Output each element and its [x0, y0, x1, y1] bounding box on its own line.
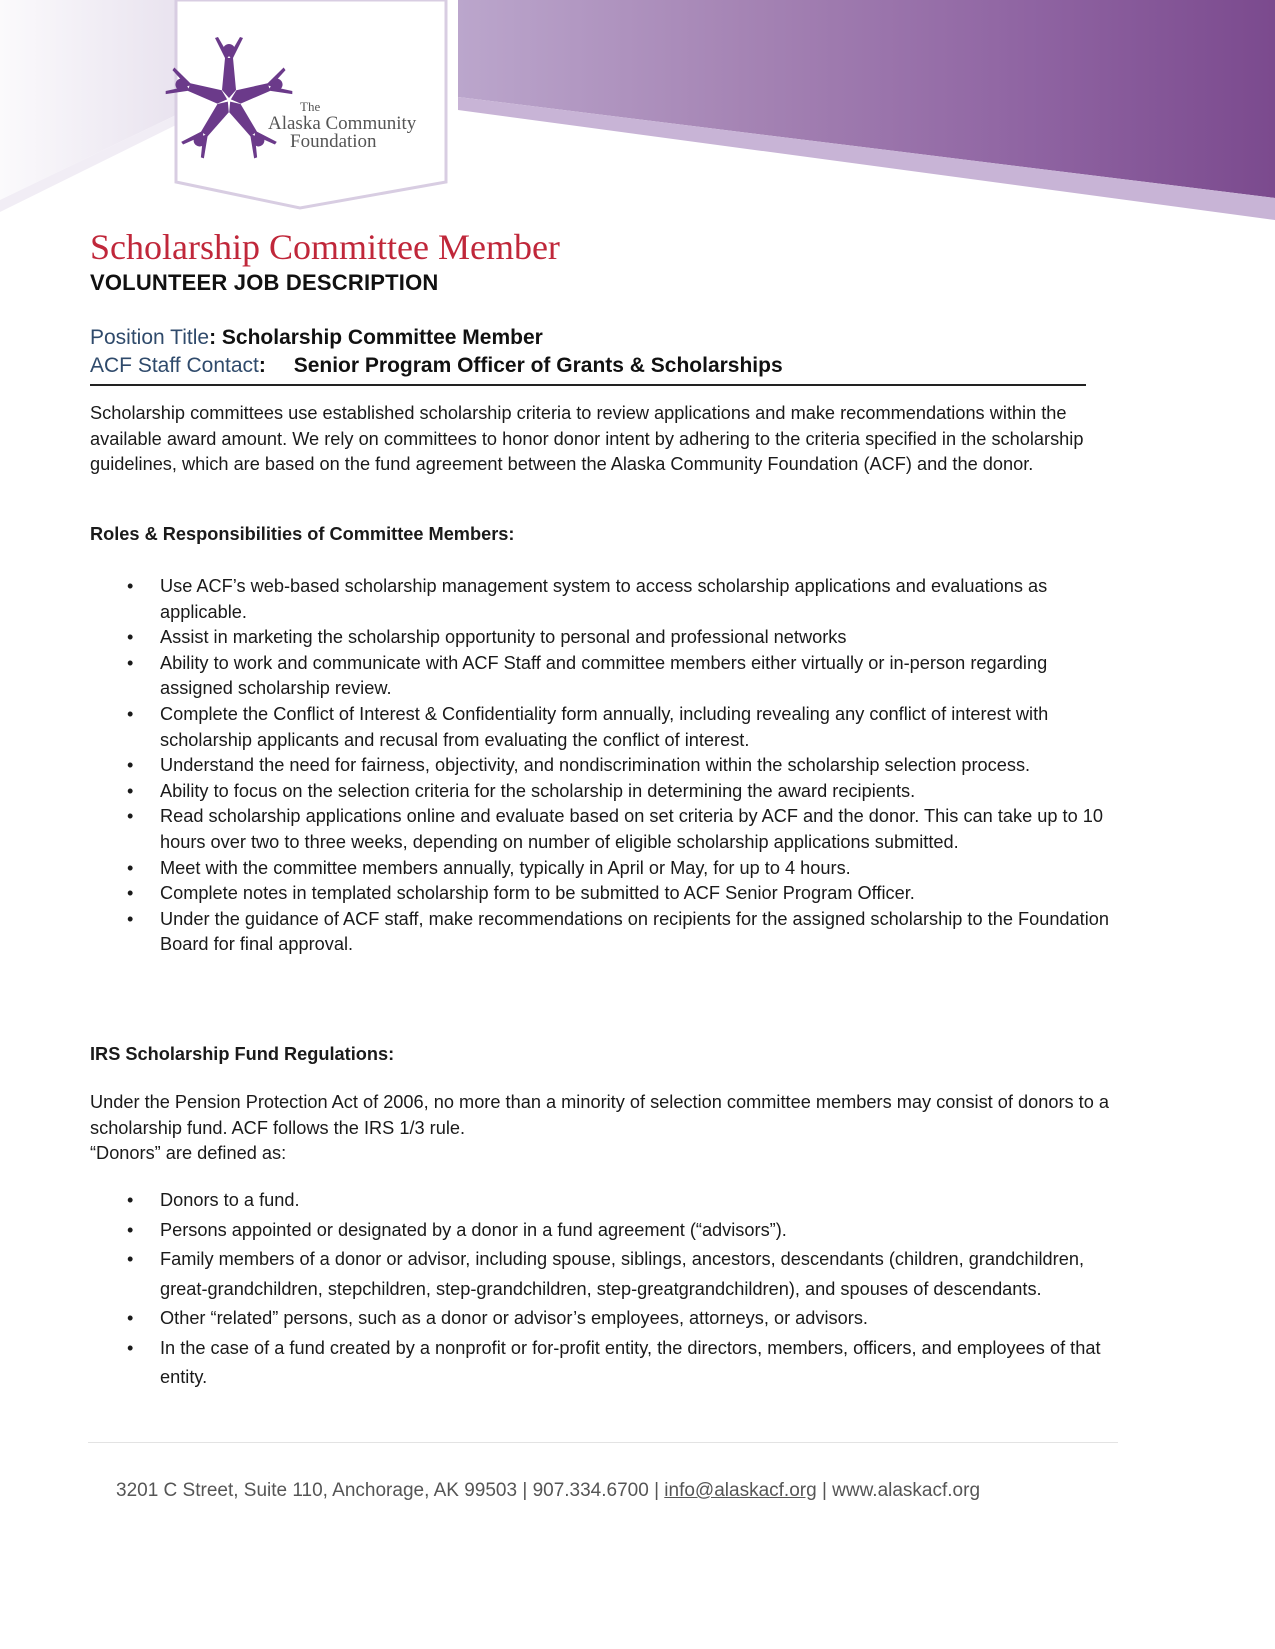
donors-intro: “Donors” are defined as:	[90, 1143, 287, 1164]
position-title-value: Scholarship Committee Member	[221, 326, 543, 349]
bullet-icon: •	[127, 703, 134, 724]
position-title-label: Position Title	[90, 326, 210, 349]
irs-heading: IRS Scholarship Fund Regulations:	[90, 1044, 395, 1064]
header-divider	[90, 384, 1086, 386]
page-subtitle: VOLUNTEER JOB DESCRIPTION	[90, 270, 439, 295]
list-item: • Complete notes in templated scholarship form to be submitted to ACF Senior Program Officer.	[90, 881, 1120, 907]
list-item: • In the case of a fund created by a nonprofit or for-profit entity, the directors, members, officers, and employees of that entity.	[90, 1334, 1120, 1393]
donors-section	[90, 1186, 1120, 1393]
list-item: • Ability to work and communicate with ACF Staff and committee members either virtually or in-person regarding assigned scholarship review.	[127, 652, 1048, 699]
list-item: • Assist in marketing the scholarship opportunity to personal and professional networks	[90, 625, 1120, 651]
bullet-icon: •	[127, 1337, 134, 1358]
list-item: • Donors to a fund.	[90, 1186, 1120, 1216]
staff-contact-value: Senior Program Officer of Grants & Scholarships	[293, 354, 783, 377]
list-item: • Read scholarship applications online and evaluate based on set criteria by ACF and the donor. This can take up to 10 hours over two to three weeks, depending on number of eligible scholarship applications submitted.	[127, 806, 1103, 852]
list-item: • Family members of a donor or advisor, including spouse, siblings, ancestors, descendants (children, grandchildren, great-grandchildren, stepchildren, step-grandchildren, step-greatgrandchildren), and spouses of descendants.	[90, 1245, 1120, 1304]
list-item: • Other “related” persons, such as a donor or advisor’s employees, attorneys, or advisors.	[90, 1304, 1120, 1334]
bullet-icon: •	[127, 780, 134, 801]
bullet-icon: •	[127, 755, 134, 776]
bullet-icon: •	[127, 883, 134, 904]
intro-section	[90, 401, 1120, 478]
bullet-icon: •	[127, 576, 134, 596]
bullet-icon: •	[127, 1219, 134, 1240]
intro-paragraph: Scholarship committees use established scholarship criteria to review applications and make recommendations within the available award amount. We rely on committees to honor donor intent by adhering to the criteria specified in the scholarship guidelines, which are based on the fund agreement between the Alaska Community Foundation (ACF) and the donor.	[90, 403, 1084, 475]
logo-line2: Foundation	[290, 131, 377, 152]
bullet-icon: •	[127, 1190, 134, 1210]
list-item: • Under the guidance of ACF staff, make recommendations on recipients for the assigned scholarship to the Foundation Board for final approval.	[127, 908, 1109, 955]
list-item: • Ability to focus on the selection criteria for the scholarship in determining the award recipients.	[90, 779, 1120, 805]
list-item: • Persons appointed or designated by a donor in a fund agreement (“advisors”).	[90, 1216, 1120, 1246]
irs-heading-wrap	[90, 1042, 1120, 1068]
bullet-icon: •	[127, 806, 134, 827]
list-item: • Complete the Conflict of Interest & Confidentiality form annually, including revealing any conflict of interest with scholarship applicants and recusal from evaluating the conflict of interest.	[127, 703, 1049, 750]
bullet-icon: •	[127, 857, 134, 878]
donors-list	[90, 1186, 1120, 1393]
irs-section	[90, 1090, 1120, 1167]
bullet-icon: •	[127, 652, 134, 673]
logo-the: The	[300, 99, 321, 114]
footer-address: 3201 C Street, Suite 110, Anchorage, AK 99503	[116, 1480, 518, 1501]
list-item: • Use ACF’s web-based scholarship management system to access scholarship applications and evaluations as applicable.	[127, 576, 1048, 622]
footer: 3201 C Street, Suite 110, Anchorage, AK 99503 | 907.334.6700 | info@alaskacf.org | www.alaskacf.org	[116, 1480, 981, 1501]
irs-paragraph: Under the Pension Protection Act of 2006, no more than a minority of selection committee members may consist of donors to a scholarship fund. ACF follows the IRS 1/3 rule.	[90, 1092, 1110, 1138]
colon: :	[258, 354, 266, 377]
logo-line1: Alaska Community	[268, 113, 417, 134]
roles-heading-wrap	[90, 522, 1120, 548]
footer-phone: 907.334.6700	[532, 1480, 649, 1501]
roles-section	[90, 574, 1120, 958]
position-title-row	[90, 326, 543, 350]
bullet-icon: •	[127, 908, 134, 929]
header-banner	[0, 0, 1275, 230]
page-title: Scholarship Committee Member	[90, 227, 560, 267]
footer-divider	[88, 1442, 1118, 1443]
staff-contact-label: ACF Staff Contact	[90, 354, 259, 377]
roles-heading: Roles & Responsibilities of Committee Members:	[90, 524, 515, 544]
bullet-icon: •	[127, 1308, 134, 1328]
footer-website: www.alaskacf.org	[832, 1480, 981, 1501]
footer-email-link[interactable]: info@alaskacf.org	[664, 1480, 817, 1501]
bullet-icon: •	[127, 627, 134, 648]
list-item: • Understand the need for fairness, objectivity, and nondiscrimination within the scholarship selection process.	[90, 753, 1120, 779]
colon: :	[209, 326, 217, 349]
list-item: • Meet with the committee members annually, typically in April or May, for up to 4 hours.	[90, 856, 1120, 882]
roles-list	[90, 574, 1120, 958]
bullet-icon: •	[127, 1249, 134, 1269]
staff-contact-row	[90, 354, 783, 378]
